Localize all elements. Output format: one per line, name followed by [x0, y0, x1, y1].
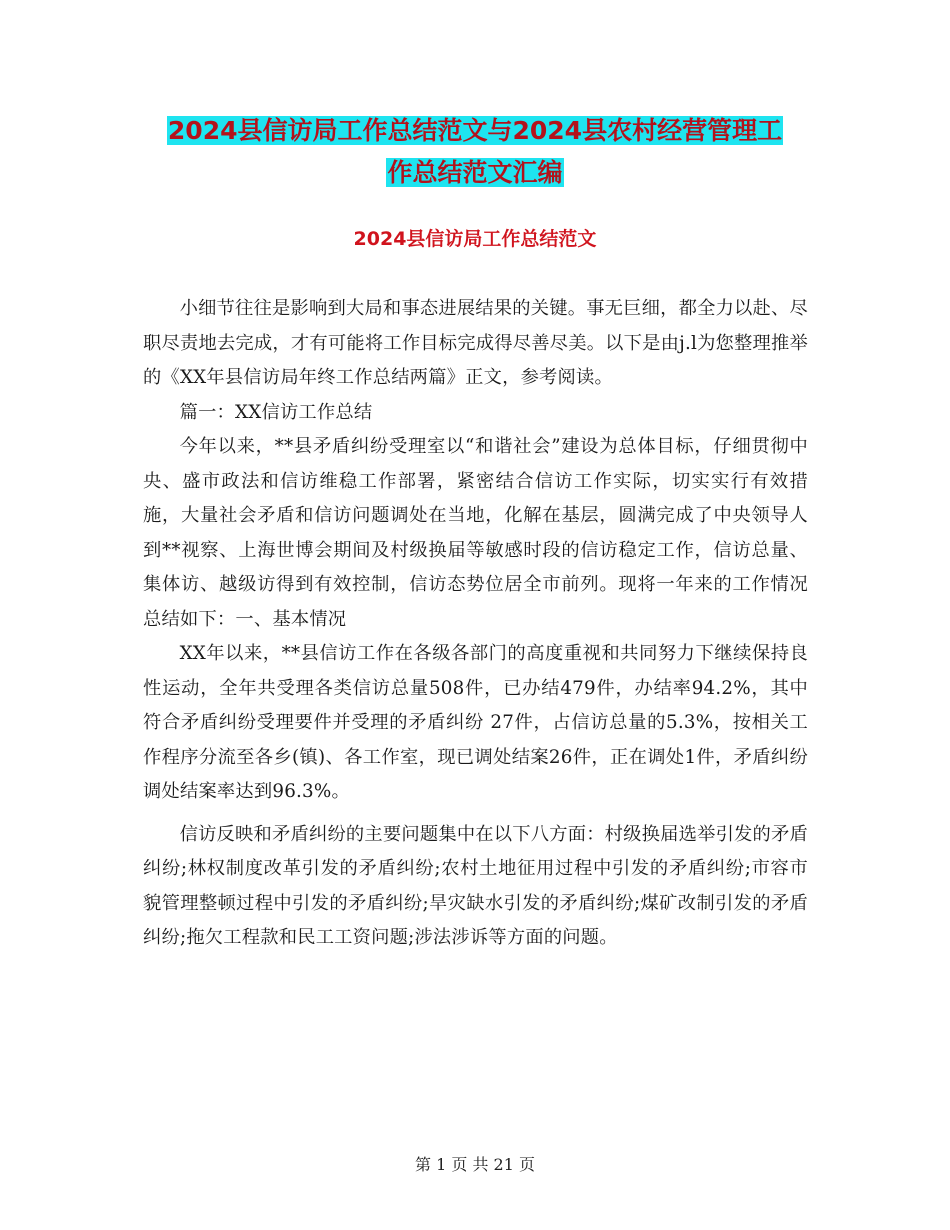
paragraph-overview: 今年以来，**县矛盾纠纷受理室以“和谐社会”建设为总体目标，仔细贯彻中央、盛市政法和信访维稳工作部署，紧密结合信访工作实际，切实实行有效措施，大量社会矛盾和信访问题调处在当地，化解在基层，圆满完成了中央领导人到**视察、上海世博会期间及村级换届等敏感时段的信访稳定工作，信访总量、集体访、越级访得到有效控制，信访态势位居全市前列。现将一年来的工作情况总结如下：一、基本情况 — [143, 436, 808, 630]
main-title-highlight-2: 作总结范文汇编 — [387, 158, 563, 187]
page-footer: 第 1 页 共 21 页 — [415, 1155, 535, 1174]
main-title-highlight-1: 2024县信访局工作总结范文与2024县农村经营管理工 — [167, 116, 783, 145]
section-title: 2024县信访局工作总结范文 — [353, 228, 597, 250]
main-title-line-1 — [0, 114, 950, 148]
body-text — [143, 292, 808, 956]
paragraph-intro: 小细节往往是影响到大局和事态进展结果的关键。事无巨细，都全力以赴、尽职尽责地去完成，才有可能将工作目标完成得尽善尽美。以下是由j.l为您整理推举的《XX年县信访局年终工作总结两篇》正文，参考阅读。 — [143, 298, 808, 388]
paragraph-main-issues: 信访反映和矛盾纠纷的主要问题集中在以下八方面：村级换届选举引发的矛盾纠纷;林权制度改革引发的矛盾纠纷;农村土地征用过程中引发的矛盾纠纷;市容市貌管理整顿过程中引发的矛盾纠纷;旱灾缺水引发的矛盾纠纷;煤矿改制引发的矛盾纠纷;拖欠工程款和民工工资问题;涉法涉诉等方面的问题。 — [143, 823, 808, 948]
paragraph-statistics: XX年以来，**县信访工作在各级各部门的高度重视和共同努力下继续保持良性运动，全年共受理各类信访总量508件，已办结479件，办结率94.2%，其中符合矛盾纠纷受理要件并受理的矛盾纠纷 27件，占信访总量的5.3%，按相关工作程序分流至各乡(镇)、各工作室，现已调处结案26件，正在调处1件，矛盾纠纷调处结案率达到96.3%。 — [143, 643, 808, 802]
main-title-line-2 — [0, 156, 950, 190]
paragraph-heading-part-one: 篇一：XX信访工作总结 — [179, 401, 373, 423]
